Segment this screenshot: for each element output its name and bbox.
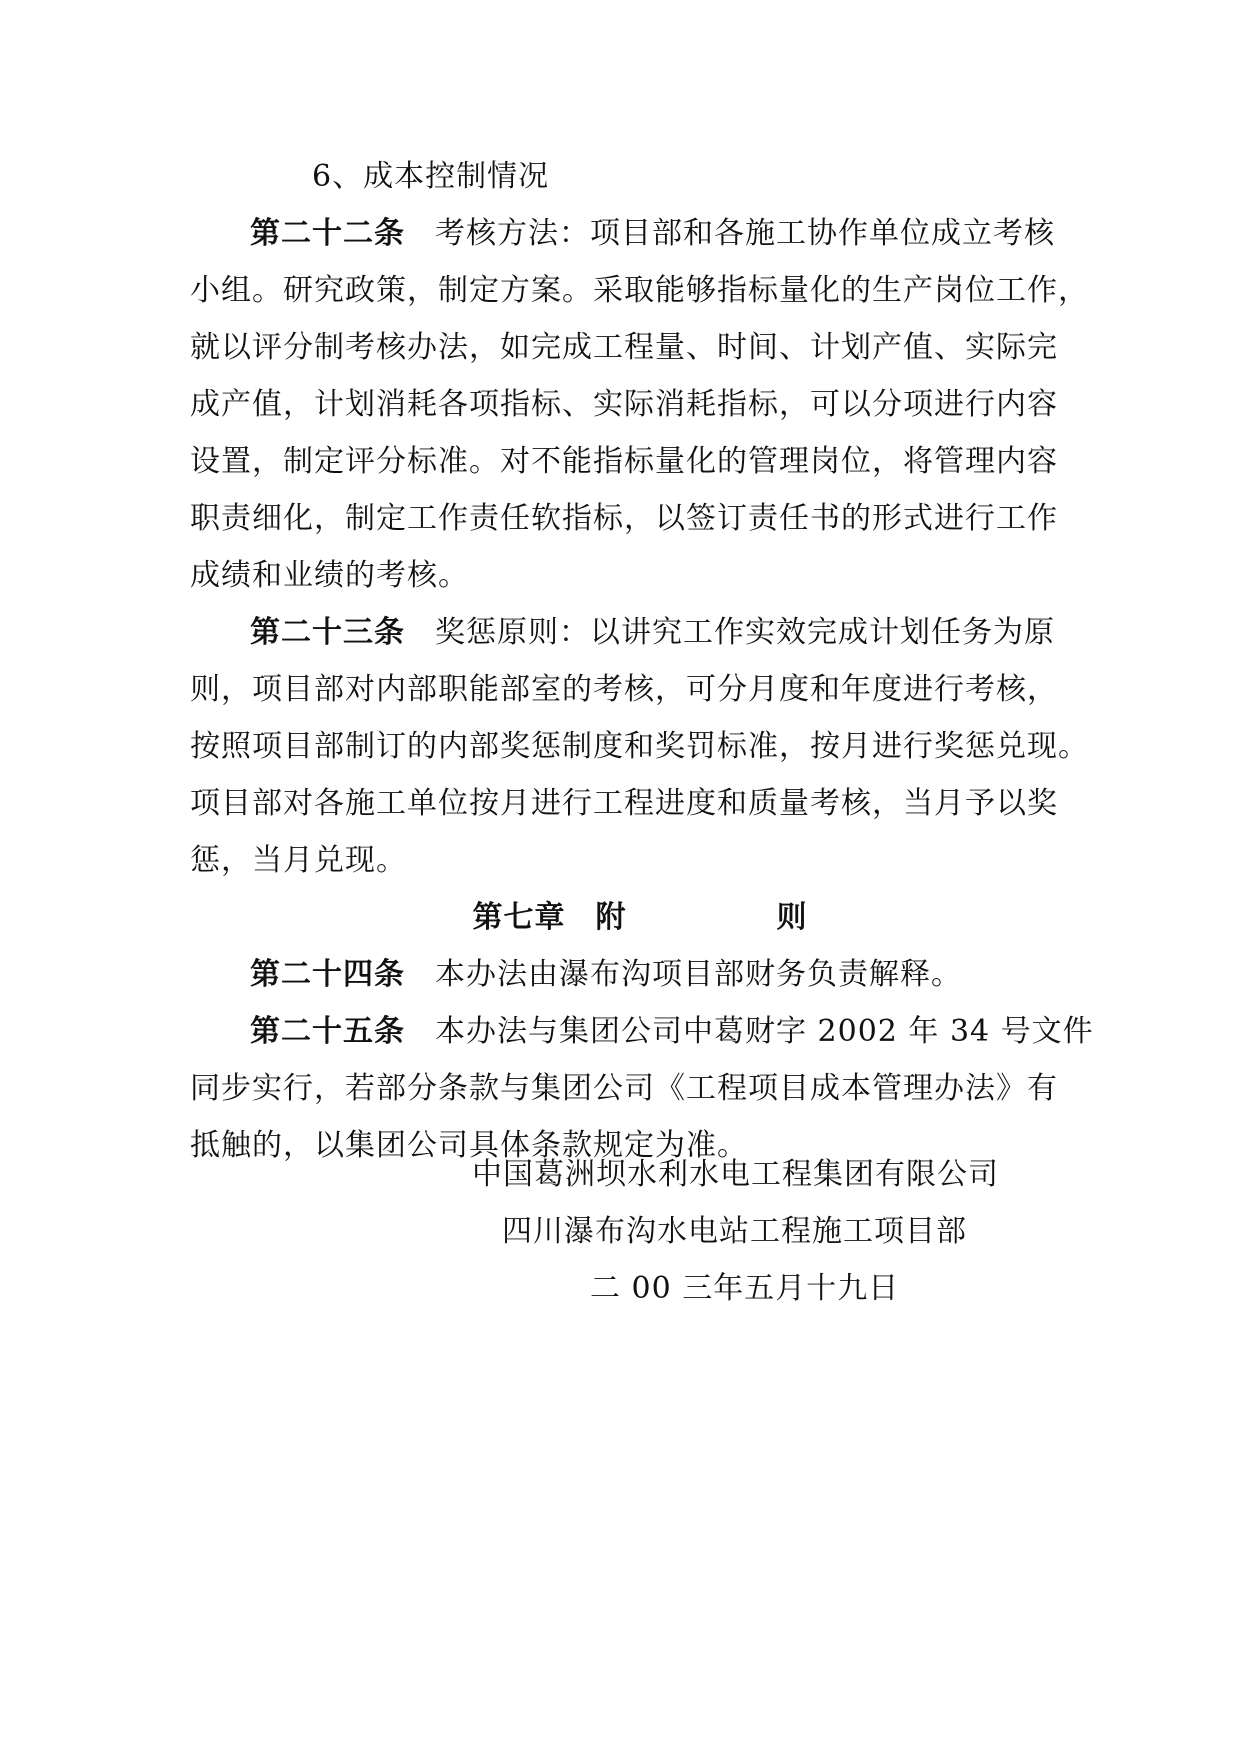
article-25-line: 抵触的，以集团公司具体条款规定为准。 <box>190 1128 748 1163</box>
article-25-label: 第二十五条 <box>250 1014 405 1049</box>
article-22-text: 考核方法：项目部和各施工协作单位成立考核 <box>435 216 1055 251</box>
article-24-label: 第二十四条 <box>250 957 405 992</box>
article-22-line: 小组。研究政策，制定方案。采取能够指标量化的生产岗位工作， <box>190 273 1089 308</box>
article-22-first-line <box>190 205 1055 262</box>
article-25-text: 本办法与集团公司中葛财字 2002 年 34 号文件 <box>435 1014 1094 1049</box>
article-23-label: 第二十三条 <box>250 615 405 650</box>
article-24-text: 本办法由瀑布沟项目部财务负责解释。 <box>435 957 962 992</box>
article-22-line: 就以评分制考核办法，如完成工程量、时间、计划产值、实际完 <box>190 330 1058 365</box>
article-22-label: 第二十二条 <box>250 216 405 251</box>
article-22-line: 成绩和业绩的考核。 <box>190 558 469 593</box>
signature-company: 中国葛洲坝水利水电工程集团有限公司 <box>472 1157 999 1192</box>
signature-department: 四川瀑布沟水电站工程施工项目部 <box>502 1214 967 1249</box>
signature-date: 二 00 三年五月十九日 <box>590 1271 900 1306</box>
article-23-line: 惩，当月兑现。 <box>190 843 407 878</box>
chapter-7-heading <box>190 889 1050 946</box>
item-6-heading: 6、成本控制情况 <box>312 159 550 194</box>
article-22 <box>190 205 1089 604</box>
document-body <box>190 148 1094 1174</box>
article-25-first-line <box>190 1003 1094 1060</box>
article-23 <box>190 604 1089 889</box>
article-24-first-line <box>190 946 1050 1003</box>
article-24 <box>190 946 1050 1003</box>
article-22-line: 设置，制定评分标准。对不能指标量化的管理岗位，将管理内容 <box>190 444 1058 479</box>
article-23-text: 奖惩原则：以讲究工作实效完成计划任务为原 <box>435 615 1055 650</box>
chapter-7-title-char-2: 则 <box>776 900 808 935</box>
article-23-line: 项目部对各施工单位按月进行工程进度和质量考核，当月予以奖 <box>190 786 1058 821</box>
article-23-line: 则，项目部对内部职能部室的考核，可分月度和年度进行考核， <box>190 672 1058 707</box>
chapter-7-title-char-1: 附 <box>595 900 627 935</box>
article-22-line: 成产值，计划消耗各项指标、实际消耗指标，可以分项进行内容 <box>190 387 1058 422</box>
article-22-line: 职责细化，制定工作责任软指标，以签订责任书的形式进行工作 <box>190 501 1058 536</box>
article-25-line: 同步实行，若部分条款与集团公司《工程项目成本管理办法》有 <box>190 1071 1058 1106</box>
chapter-7-number: 第七章 <box>472 900 566 935</box>
article-23-line: 按照项目部制订的内部奖惩制度和奖罚标准，按月进行奖惩兑现。 <box>190 729 1089 764</box>
article-23-first-line <box>190 604 1055 661</box>
